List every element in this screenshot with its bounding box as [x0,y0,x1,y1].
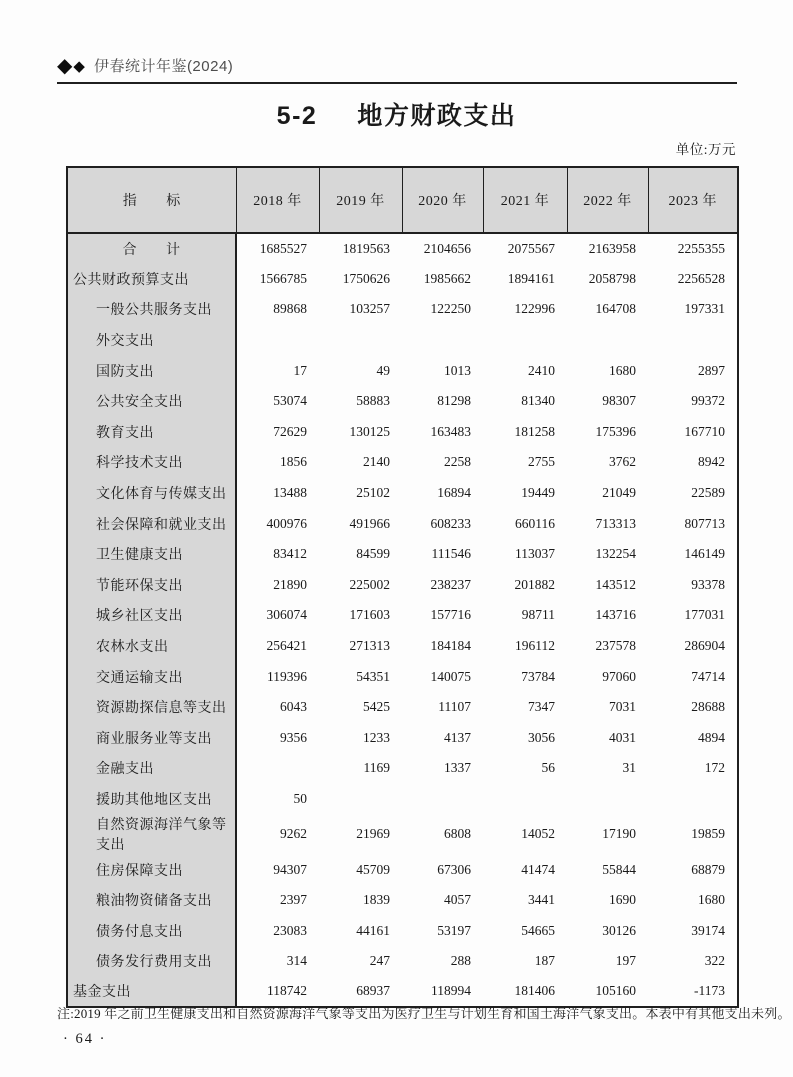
table-row [67,723,738,754]
value-cell [567,325,648,356]
table-row [67,447,738,478]
value-cell: 130125 [319,417,402,448]
value-cell: 2755 [483,447,567,478]
row-label: 资源勘探信息等支出 [67,692,236,723]
value-cell: 50 [236,784,319,815]
row-label: 金融支出 [67,753,236,784]
yearbook-title: 伊春统计年鉴(2024) [93,58,234,75]
value-cell: 4137 [402,723,483,754]
table-row [67,814,738,854]
value-cell: 105160 [567,977,648,1008]
value-cell: 3056 [483,723,567,754]
header-row [67,167,738,233]
year-header: 2021 年 [483,167,567,233]
table-row [67,631,738,662]
value-cell: 171603 [319,600,402,631]
value-cell: 187 [483,946,567,977]
table-row [67,508,738,539]
value-cell: 172 [648,753,738,784]
value-cell: 81340 [483,386,567,417]
row-label: 债务发行费用支出 [67,946,236,977]
value-cell: 184184 [402,631,483,662]
value-cell: 19859 [648,814,738,854]
value-cell: 286904 [648,631,738,662]
value-cell: 288 [402,946,483,977]
table-row [67,854,738,885]
value-cell: 1839 [319,885,402,916]
value-cell: 177031 [648,600,738,631]
value-cell: 9356 [236,723,319,754]
value-cell: 196112 [483,631,567,662]
table-row [67,264,738,295]
value-cell: 237578 [567,631,648,662]
value-cell: 21969 [319,814,402,854]
value-cell: 2163958 [567,233,648,264]
table-row [67,355,738,386]
row-label: 一般公共服务支出 [67,294,236,325]
row-label: 援助其他地区支出 [67,784,236,815]
value-cell [236,753,319,784]
value-cell: 1685527 [236,233,319,264]
value-cell: 1750626 [319,264,402,295]
value-cell: 17 [236,355,319,386]
table-number: 5-2 [276,102,318,130]
row-label: 文化体育与传媒支出 [67,478,236,509]
value-cell: 197331 [648,294,738,325]
value-cell: 7347 [483,692,567,723]
table-body [67,233,738,1007]
value-cell: 608233 [402,508,483,539]
value-cell: 94307 [236,854,319,885]
fiscal-expenditure-table [66,166,739,1008]
value-cell: 2075567 [483,233,567,264]
row-label: 国防支出 [67,355,236,386]
year-header: 2019 年 [319,167,402,233]
value-cell: 2258 [402,447,483,478]
value-cell: 660116 [483,508,567,539]
value-cell: 99372 [648,386,738,417]
value-cell: 14052 [483,814,567,854]
row-label: 自然资源海洋气象等支出 [67,814,236,854]
value-cell: 8942 [648,447,738,478]
value-cell: 84599 [319,539,402,570]
table-row [67,570,738,601]
value-cell: 122250 [402,294,483,325]
value-cell [402,784,483,815]
value-cell: 6808 [402,814,483,854]
value-cell: 23083 [236,915,319,946]
value-cell: 306074 [236,600,319,631]
value-cell: 83412 [236,539,319,570]
value-cell: 491966 [319,508,402,539]
value-cell: 111546 [402,539,483,570]
value-cell: 163483 [402,417,483,448]
table-row [67,753,738,784]
value-cell: 2397 [236,885,319,916]
value-cell: 4031 [567,723,648,754]
value-cell [319,784,402,815]
table-row [67,539,738,570]
value-cell: 68879 [648,854,738,885]
value-cell: 53197 [402,915,483,946]
value-cell: 1013 [402,355,483,386]
value-cell: 41474 [483,854,567,885]
value-cell: 322 [648,946,738,977]
value-cell: 201882 [483,570,567,601]
table-row [67,661,738,692]
value-cell: 54351 [319,661,402,692]
value-cell: 181258 [483,417,567,448]
value-cell: 97060 [567,661,648,692]
value-cell: 2255355 [648,233,738,264]
value-cell: 807713 [648,508,738,539]
value-cell: 1233 [319,723,402,754]
value-cell: -1173 [648,977,738,1008]
row-label: 外交支出 [67,325,236,356]
row-label: 公共安全支出 [67,386,236,417]
value-cell: 53074 [236,386,319,417]
value-cell: 89868 [236,294,319,325]
value-cell: 7031 [567,692,648,723]
value-cell [236,325,319,356]
value-cell: 122996 [483,294,567,325]
value-cell: 16894 [402,478,483,509]
unit-label: 单位:万元 [675,142,736,157]
value-cell [648,325,738,356]
value-cell: 119396 [236,661,319,692]
value-cell: 1985662 [402,264,483,295]
value-cell: 30126 [567,915,648,946]
value-cell: 44161 [319,915,402,946]
value-cell: 73784 [483,661,567,692]
value-cell: 2104656 [402,233,483,264]
value-cell: 113037 [483,539,567,570]
table-row [67,692,738,723]
value-cell: 74714 [648,661,738,692]
row-label: 基金支出 [67,977,236,1008]
value-cell: 118742 [236,977,319,1008]
value-cell: 28688 [648,692,738,723]
value-cell: 98307 [567,386,648,417]
value-cell: 9262 [236,814,319,854]
value-cell: 21890 [236,570,319,601]
value-cell: 1690 [567,885,648,916]
row-label: 商业服务业等支出 [67,723,236,754]
table-note: 注:2019 年之前卫生健康支出和自然资源海洋气象等支出为医疗卫生与计划生育和国土海洋气象支出。本表中有其他支出未列。 [57,1006,791,1021]
value-cell: 13488 [236,478,319,509]
value-cell: 713313 [567,508,648,539]
row-label: 教育支出 [67,417,236,448]
table-row [67,946,738,977]
value-cell: 55844 [567,854,648,885]
value-cell: 72629 [236,417,319,448]
value-cell: 1680 [648,885,738,916]
value-cell: 39174 [648,915,738,946]
value-cell: 167710 [648,417,738,448]
table-row [67,885,738,916]
value-cell: 11107 [402,692,483,723]
value-cell: 225002 [319,570,402,601]
value-cell: 103257 [319,294,402,325]
value-cell [567,784,648,815]
value-cell: 54665 [483,915,567,946]
year-header: 2022 年 [567,167,648,233]
value-cell: 197 [567,946,648,977]
table-row [67,325,738,356]
value-cell: 21049 [567,478,648,509]
value-cell: 157716 [402,600,483,631]
table-row [67,386,738,417]
value-cell: 68937 [319,977,402,1008]
value-cell: 1894161 [483,264,567,295]
year-header: 2018 年 [236,167,319,233]
value-cell: 175396 [567,417,648,448]
value-cell: 81298 [402,386,483,417]
value-cell: 3762 [567,447,648,478]
table-row [67,784,738,815]
value-cell: 22589 [648,478,738,509]
row-label: 卫生健康支出 [67,539,236,570]
page-number: · 64 · [63,1031,107,1047]
value-cell [402,325,483,356]
value-cell: 4057 [402,885,483,916]
value-cell: 2256528 [648,264,738,295]
value-cell: 271313 [319,631,402,662]
value-cell: 247 [319,946,402,977]
value-cell: 3441 [483,885,567,916]
value-cell: 6043 [236,692,319,723]
value-cell: 1856 [236,447,319,478]
table-row [67,417,738,448]
value-cell: 1680 [567,355,648,386]
value-cell: 2410 [483,355,567,386]
row-label: 公共财政预算支出 [67,264,236,295]
value-cell [483,784,567,815]
year-header: 2020 年 [402,167,483,233]
value-cell: 256421 [236,631,319,662]
value-cell: 4894 [648,723,738,754]
value-cell [648,784,738,815]
row-label: 债务付息支出 [67,915,236,946]
value-cell: 56 [483,753,567,784]
row-label: 合 计 [67,233,236,264]
row-label: 科学技术支出 [67,447,236,478]
row-label: 城乡社区支出 [67,600,236,631]
diamond-icon-small: ◆ [73,59,85,75]
row-label: 节能环保支出 [67,570,236,601]
value-cell: 314 [236,946,319,977]
table-row [67,600,738,631]
value-cell: 400976 [236,508,319,539]
value-cell: 140075 [402,661,483,692]
row-label: 交通运输支出 [67,661,236,692]
value-cell: 118994 [402,977,483,1008]
value-cell: 146149 [648,539,738,570]
value-cell: 1819563 [319,233,402,264]
value-cell: 49 [319,355,402,386]
value-cell: 238237 [402,570,483,601]
value-cell: 58883 [319,386,402,417]
value-cell: 67306 [402,854,483,885]
table-title-text: 地方财政支出 [357,102,517,130]
value-cell: 1566785 [236,264,319,295]
row-label: 社会保障和就业支出 [67,508,236,539]
table-row [67,478,738,509]
value-cell [483,325,567,356]
value-cell: 17190 [567,814,648,854]
value-cell: 1169 [319,753,402,784]
value-cell: 181406 [483,977,567,1008]
table-row [67,233,738,264]
value-cell: 31 [567,753,648,784]
table-title [0,96,793,132]
diamond-icon-large: ◆ [57,55,73,77]
table-row [67,294,738,325]
value-cell: 25102 [319,478,402,509]
row-label: 住房保障支出 [67,854,236,885]
value-cell: 132254 [567,539,648,570]
value-cell: 2897 [648,355,738,386]
value-cell: 93378 [648,570,738,601]
value-cell: 1337 [402,753,483,784]
value-cell: 2058798 [567,264,648,295]
value-cell: 19449 [483,478,567,509]
row-label: 粮油物资储备支出 [67,885,236,916]
value-cell: 5425 [319,692,402,723]
year-header: 2023 年 [648,167,738,233]
value-cell: 2140 [319,447,402,478]
value-cell: 45709 [319,854,402,885]
row-label: 农林水支出 [67,631,236,662]
page-header [57,56,737,84]
value-cell [319,325,402,356]
table-row [67,915,738,946]
indicator-header: 指 标 [67,167,236,233]
value-cell: 98711 [483,600,567,631]
value-cell: 143716 [567,600,648,631]
value-cell: 164708 [567,294,648,325]
value-cell: 143512 [567,570,648,601]
